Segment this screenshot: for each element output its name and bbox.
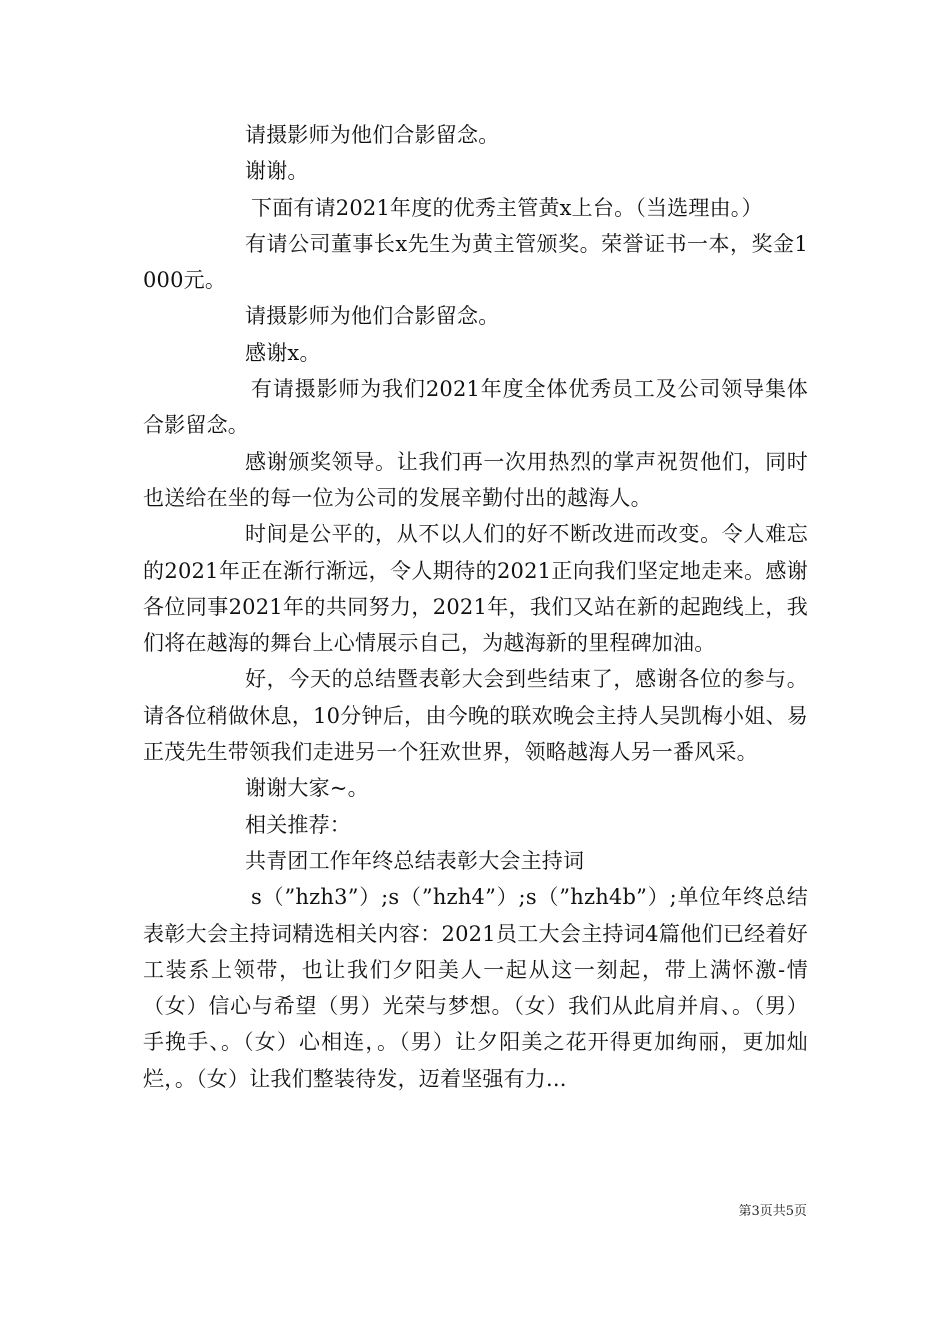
paragraph-related-excerpt: s（”hzh3”）;s（”hzh4”）;s（”hzh4b”）;单位年终总结表彰大会主持词精选相关内容：2021员工大会主持词4篇他们已经着好工装系上领带，也让我们夕阳美人一起从这一刻起，带上满怀激-情（女）信心与希望（男）光荣与梦想。（女）我们从此肩并肩、。（男）手挽手、。（女）心相连，。（男）让夕阳美之花开得更加绚丽，更加灿烂，。（女）让我们整装待发，迈着坚强有力...	[143, 885, 808, 1091]
paragraph-supervisor-award: 下面有请2021年度的优秀主管黄x上台。（当选理由。）	[251, 195, 763, 220]
paragraph-time-is-fair: 时间是公平的，从不以人们的好不断改进而改变。令人难忘的2021年正在渐行渐远，令人期待的2021正向我们坚定地走来。感谢各位同事2021年的共同努力，2021年，我们又站在新的起跑线上，我们将在越海的舞台上心情展示自己，为越海新的里程碑加油。	[143, 522, 808, 656]
paragraph-thank-leaders: 感谢颁奖领导。让我们再一次用热烈的掌声祝贺他们，同时也送给在坐的每一位为公司的发展辛勤付出的越海人。	[143, 449, 808, 510]
paragraph-related-link-title: 共青团工作年终总结表彰大会主持词	[245, 848, 585, 873]
paragraph-photo-request-2: 请摄影师为他们合影留念。	[245, 304, 500, 329]
page-number-footer: 第3页共5页	[738, 1204, 807, 1219]
paragraph-group-photo: 有请摄影师为我们2021年度全体优秀员工及公司领导集体合影留念。	[143, 377, 808, 438]
document-body	[143, 117, 808, 1097]
paragraph-related-heading: 相关推荐：	[245, 812, 351, 837]
paragraph-thanks-1: 谢谢。	[245, 159, 309, 184]
paragraph-thanks-everyone: 谢谢大家~。	[245, 776, 369, 801]
paragraph-photo-request-1: 请摄影师为他们合影留念。	[245, 123, 500, 147]
paragraph-thanks-2: 感谢x。	[245, 340, 321, 365]
paragraph-chairman-presents: 有请公司董事长x先生为黄主管颁奖。荣誉证书一本，奖金1000元。	[143, 231, 808, 293]
paragraph-meeting-closing: 好，今天的总结暨表彰大会到些结束了，感谢各位的参与。请各位稍做休息，10分钟后，由今晚的联欢晚会主持人吴凯梅小姐、易正茂先生带领我们走进另一个狂欢世界，领略越海人另一番风采。	[143, 667, 808, 765]
